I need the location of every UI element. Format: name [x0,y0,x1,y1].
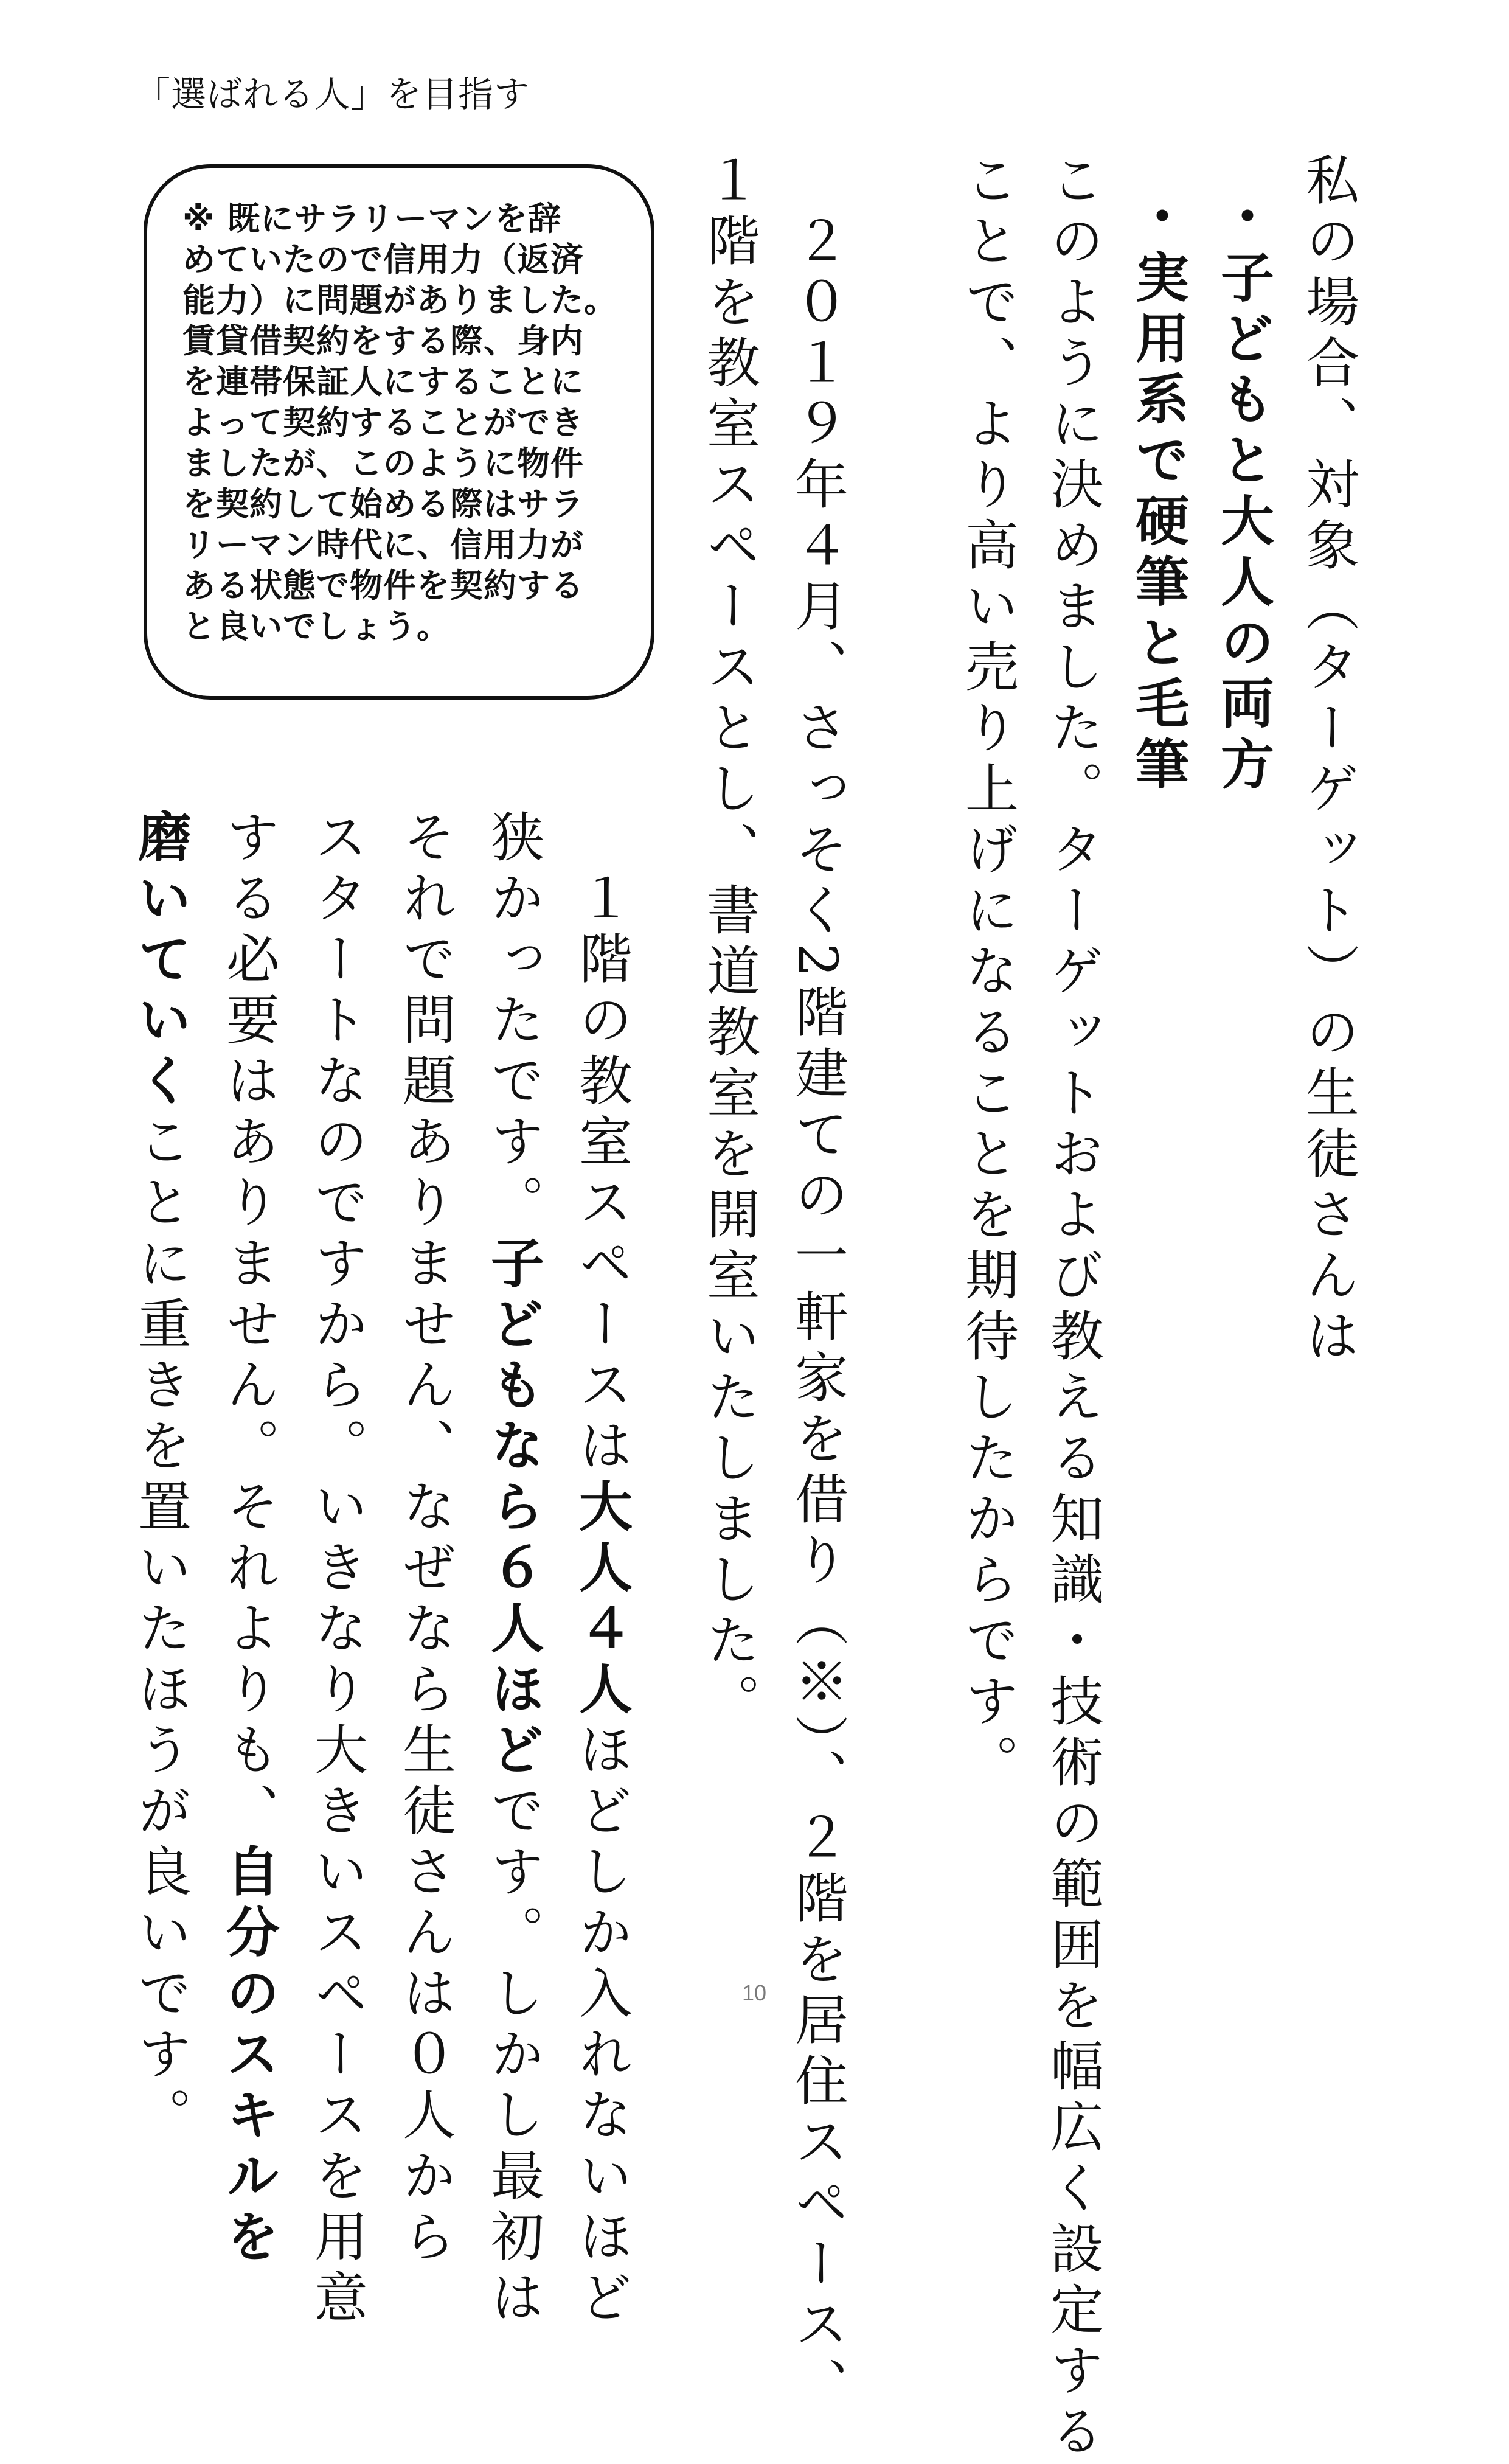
bullet-target-both: ・子どもと大人の両方 [1212,189,1275,797]
body-column-11: スタートなのですから。いきなり大きいスペースを用意 [306,809,369,2330]
body-column-7: １階を教室スペースとし、書道教室を開室いたしました。 [698,152,761,1734]
note-line: ましたが、このように物件 [182,444,584,482]
running-header: 「選ばれる人」を目指す [135,74,530,115]
body-column-12: する必要はありません。それよりも、自分のスキルを [218,809,280,2269]
note-line: めていたので信用力（返済 [182,240,584,279]
note-text [182,198,620,647]
note-line: 能力）に問題がありました。 [182,281,617,319]
text-run: です。しかし最初は [482,1783,545,2330]
note-line: を契約して始める際はサラ [182,485,584,523]
note-line: ※ 既にサラリーマンを辞 [182,200,562,238]
body-column-8 [571,809,633,2330]
bullet-practical-calligraphy: ・実用系で硬筆と毛筆 [1127,189,1190,797]
body-column-6: ２０１９年４月、さっそく2階建ての一軒家を借り（※）、２階を居住スペース、 [786,152,849,2418]
text-run: 狭かったです。 [482,809,545,1235]
body-column-4: このように決めました。ターゲットおよび教える知識・技術の範囲を幅広く設定する [1042,152,1105,2464]
note-line: よって契約することができ [182,403,584,442]
note-line: を連帯保証人にすることに [182,363,584,401]
bold-run: 子どもなら６人ほど [482,1235,545,1783]
body-column-9 [482,809,545,2330]
body-column-5: ことで、より高い売り上げになることを期待したからです。 [957,152,1019,1795]
body-column-13 [130,809,192,2148]
body-column-10: それで問題ありません、なぜなら生徒さんは０人から [394,809,457,2269]
bold-run: 磨いていく [130,809,192,1113]
text-run: １階の教室スペースは大人４人ほどしか入れないほど [571,809,633,2330]
body-column-1: 私の場合、対象（ターゲット）の生徒さんは [1297,152,1360,1369]
bold-run: 自分のスキルを [218,1843,280,2269]
text-run: ことに重きを置いたほうが良いです。 [130,1113,192,2148]
note-line: ある状態で物件を契約する [182,566,584,605]
bold-run: 大人４人 [571,1478,633,1722]
note-line: 賃貸借契約をする際、身内 [182,322,584,360]
page-number: 10 [742,1980,767,2005]
note-line: と良いでしょう。 [182,607,450,646]
note-line: リーマン時代に、信用力が [182,526,584,564]
